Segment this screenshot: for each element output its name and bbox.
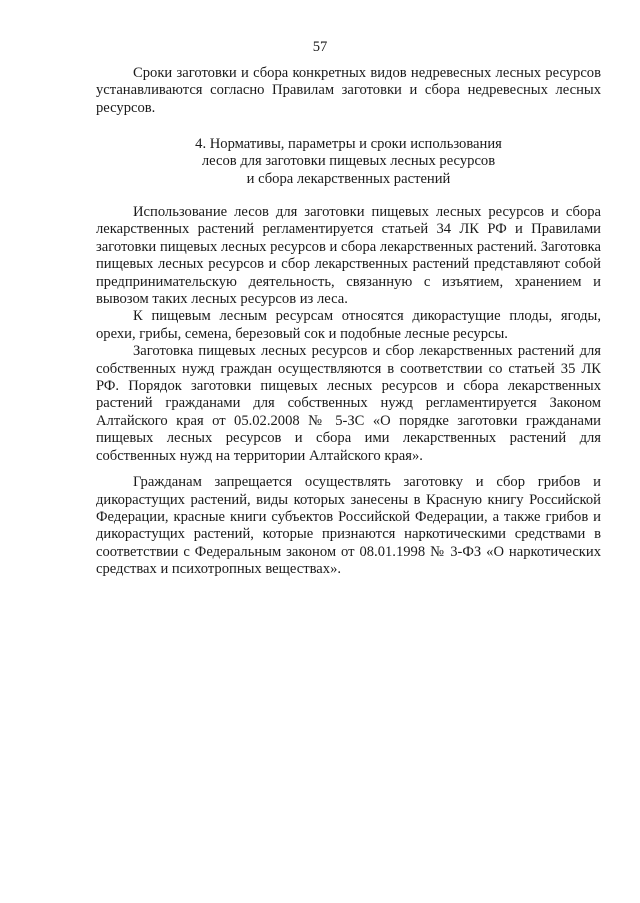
- heading-line-2: лесов для заготовки пищевых лесных ресурсов: [201, 153, 496, 170]
- page-number: 57: [312, 39, 328, 55]
- intro-paragraph: Сроки заготовки и сбора конкретных видов недревесных лесных ресурсов устанавливаются согласно Правилам заготовки и сбора недревесных лесных ресурсов.: [96, 65, 601, 116]
- heading-line-3: и сбора лекарственных растений: [246, 170, 451, 187]
- intro-block: [96, 65, 601, 117]
- paragraph-forest-use: Использование лесов для заготовки пищевых лесных ресурсов и сбора лекарственных растений регламентируется статьей 34 ЛК РФ и Правилами заготовки пищевых лесных ресурсов и сбора лекарственных растений. Заготовка пищевых лесных ресурсов и сбор лекарственных растений представляют собой предпринимательскую деятельность, связанную с изъятием, хранением и вывозом таких лесных ресурсов из леса.: [96, 204, 601, 308]
- body-block: [96, 204, 601, 579]
- paragraph-own-needs: Заготовка пищевых лесных ресурсов и сбор лекарственных растений для собственных нужд граждан осуществляются в соответствии со статьей 35 ЛК РФ. Порядок заготовки пищевых лесных ресурсов и сбора лекарственных растений гражданами для собственных нужд регламентируется Законом Алтайского края от 05.02.2008 № 5-ЗС «О порядке заготовки гражданами пищевых лесных ресурсов и сбора ими лекарственных растений для собственных нужд на территории Алтайского края».: [96, 343, 601, 464]
- paragraph-prohibition: Гражданам запрещается осуществлять заготовку и сбор грибов и дикорастущих растений, виды которых занесены в Красную книгу Российской Федерации, красные книги субъектов Российской Федерации, а также грибов и дикорастущих растений, которые признаются наркотическими средствами в соответствии с Федеральным законом от 08.01.1998 № 3-ФЗ «О наркотических средствах и психотропных веществах».: [96, 474, 601, 578]
- section-heading: [96, 136, 601, 188]
- heading-line-1: 4. Нормативы, параметры и сроки использования: [195, 136, 502, 152]
- paragraph-food-resources: К пищевым лесным ресурсам относятся дикорастущие плоды, ягоды, орехи, грибы, семена, березовый сок и подобные лесные ресурсы.: [96, 308, 601, 342]
